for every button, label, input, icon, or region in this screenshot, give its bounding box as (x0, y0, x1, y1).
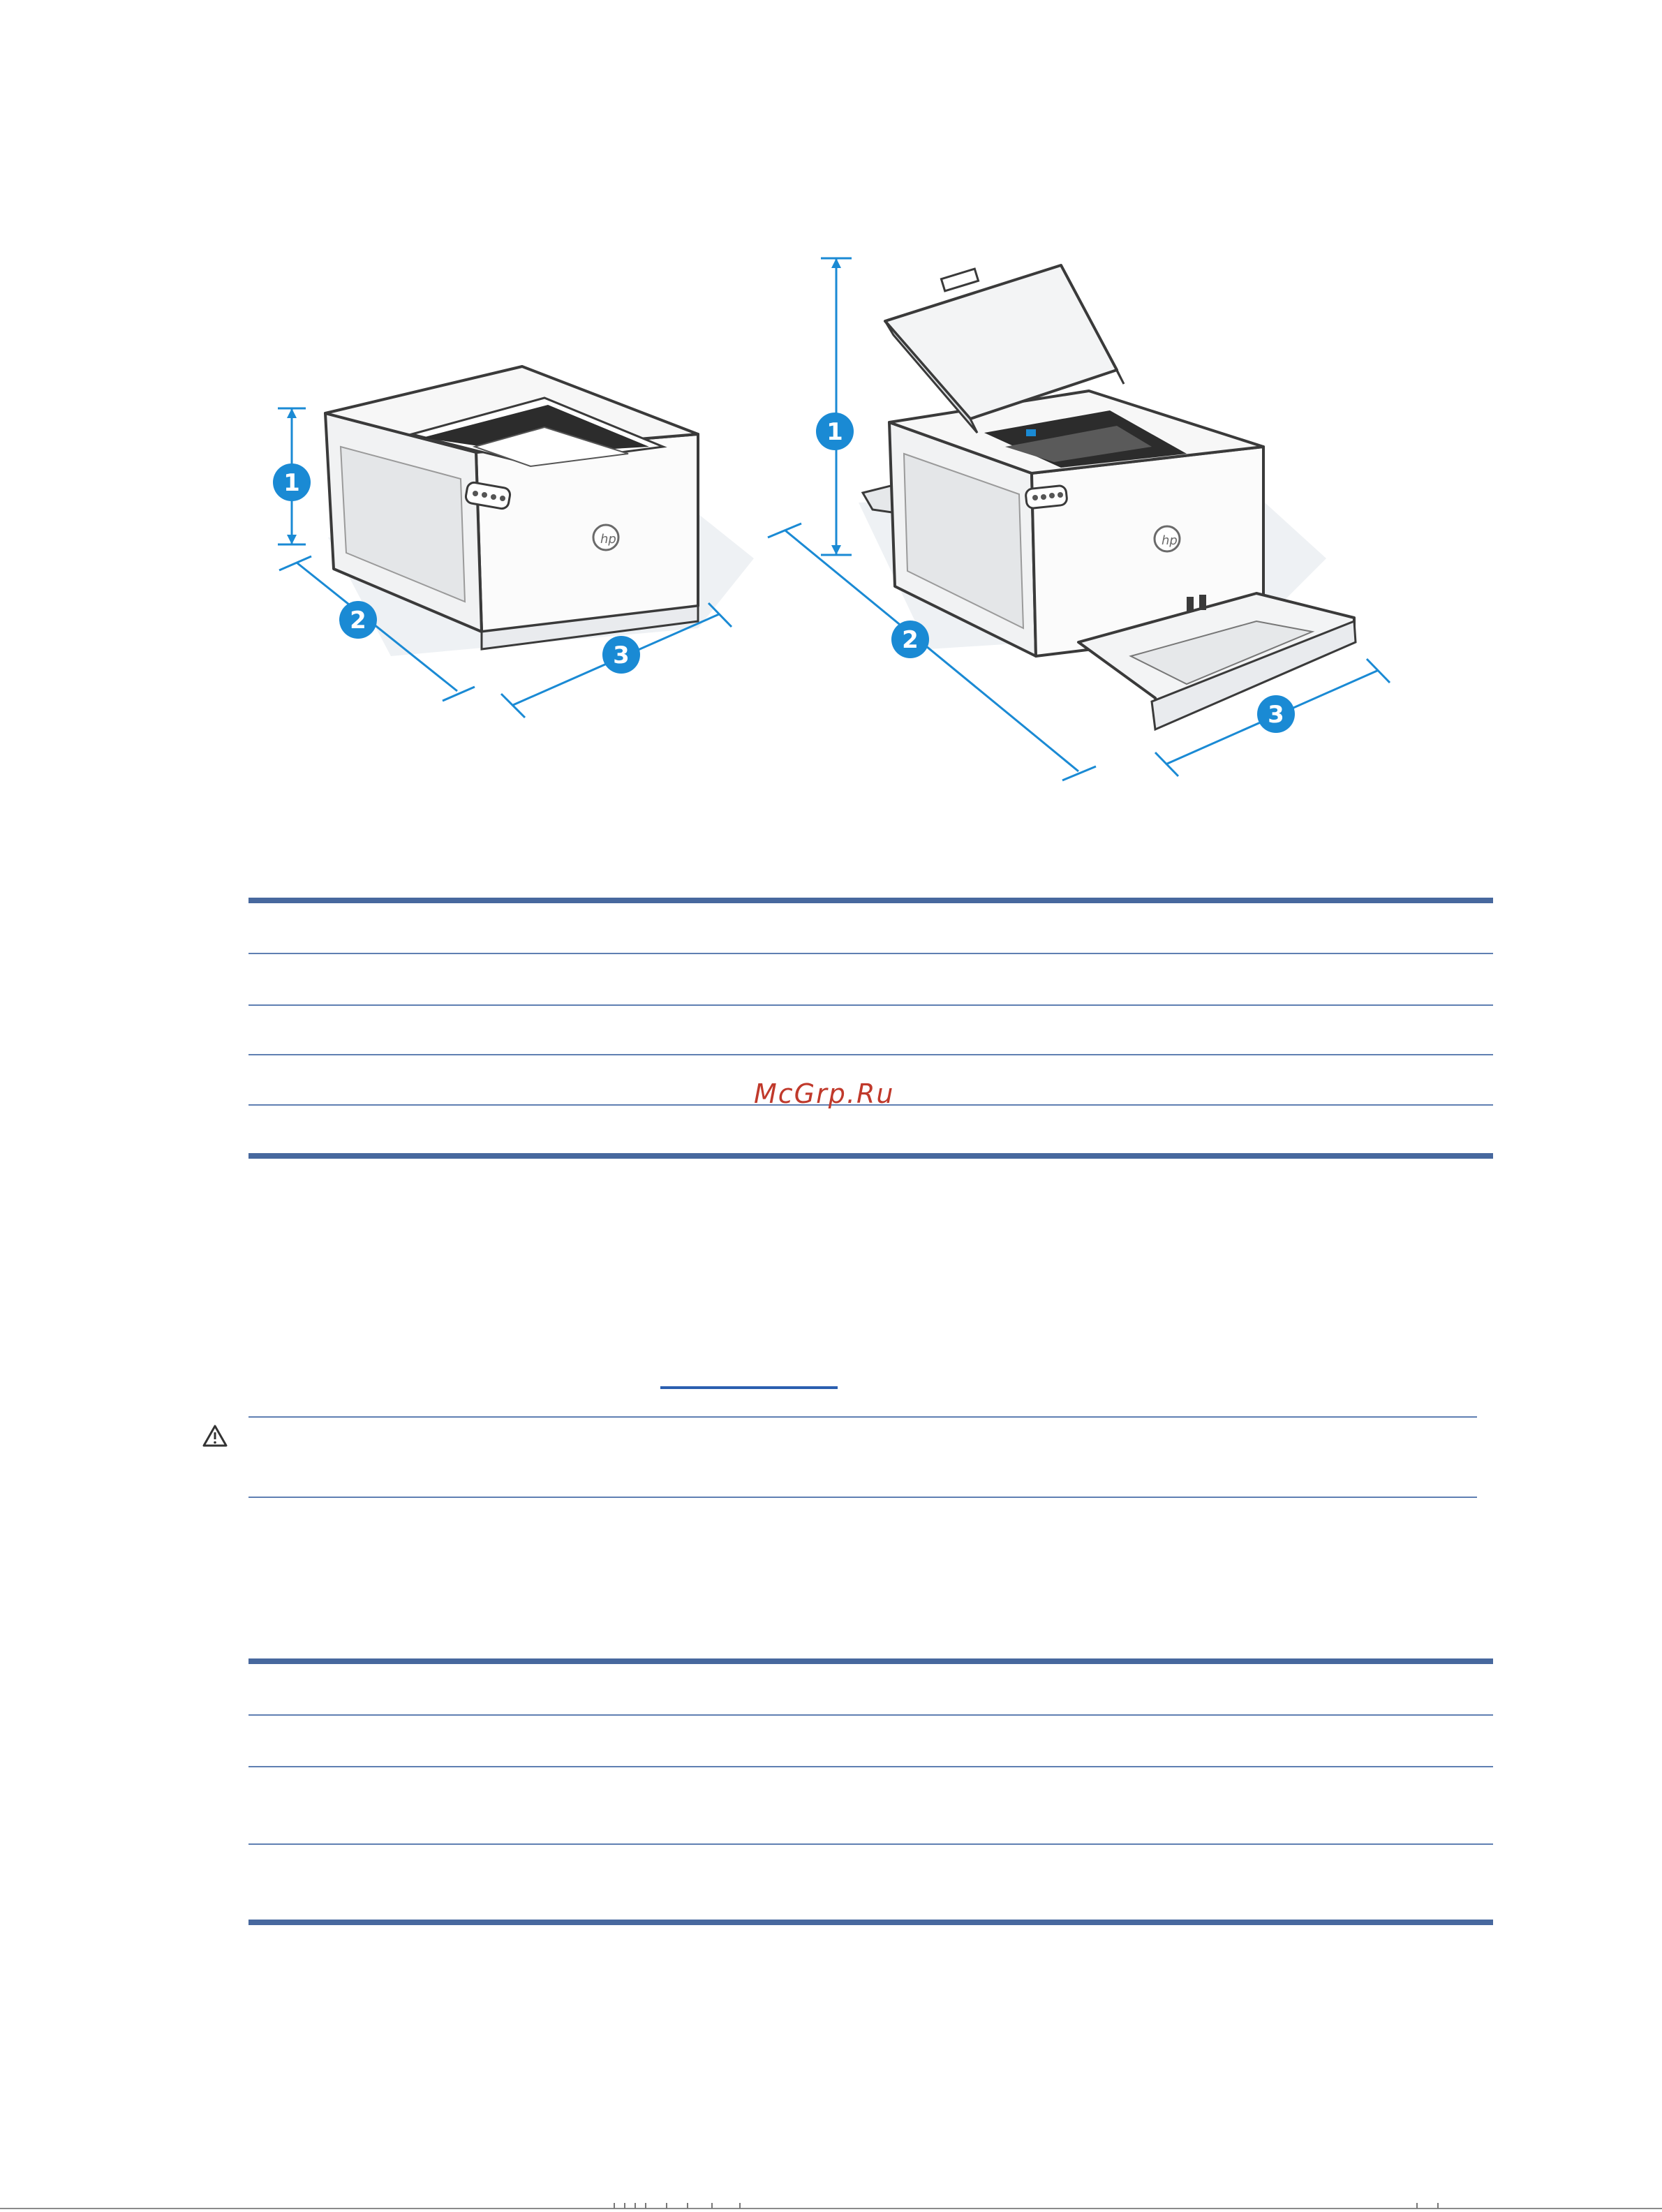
table-row-rule (248, 1054, 1493, 1055)
hp-logo-right: hp (1162, 533, 1178, 548)
table-row-rule (248, 1766, 1493, 1767)
table-header-rule (248, 953, 1493, 954)
table-top-rule (248, 898, 1493, 903)
table-bottom-rule (248, 1153, 1493, 1159)
note-bottom-rule (248, 1497, 1477, 1498)
hyperlink-underline[interactable] (660, 1386, 838, 1389)
note-top-rule (248, 1416, 1477, 1418)
svg-text:2: 2 (902, 626, 919, 654)
table-header-rule (248, 1714, 1493, 1716)
svg-text:1: 1 (283, 469, 300, 497)
table-bottom-rule (248, 1920, 1493, 1925)
svg-text:3: 3 (613, 641, 630, 669)
callout-2-right (891, 620, 930, 659)
warning-triangle-icon (202, 1425, 228, 1447)
svg-text:2: 2 (350, 607, 366, 634)
callout-1-right (815, 412, 854, 451)
watermark: McGrp.Ru (754, 1078, 895, 1109)
table-top-rule (248, 1658, 1493, 1664)
table-row-rule (248, 1843, 1493, 1845)
page-bottom-edge (0, 2199, 1662, 2212)
svg-text:1: 1 (826, 418, 843, 446)
table-row-rule (248, 1004, 1493, 1006)
callout-3-right (1256, 695, 1296, 734)
hp-logo-left: hp (600, 532, 616, 547)
svg-text:3: 3 (1268, 701, 1284, 729)
